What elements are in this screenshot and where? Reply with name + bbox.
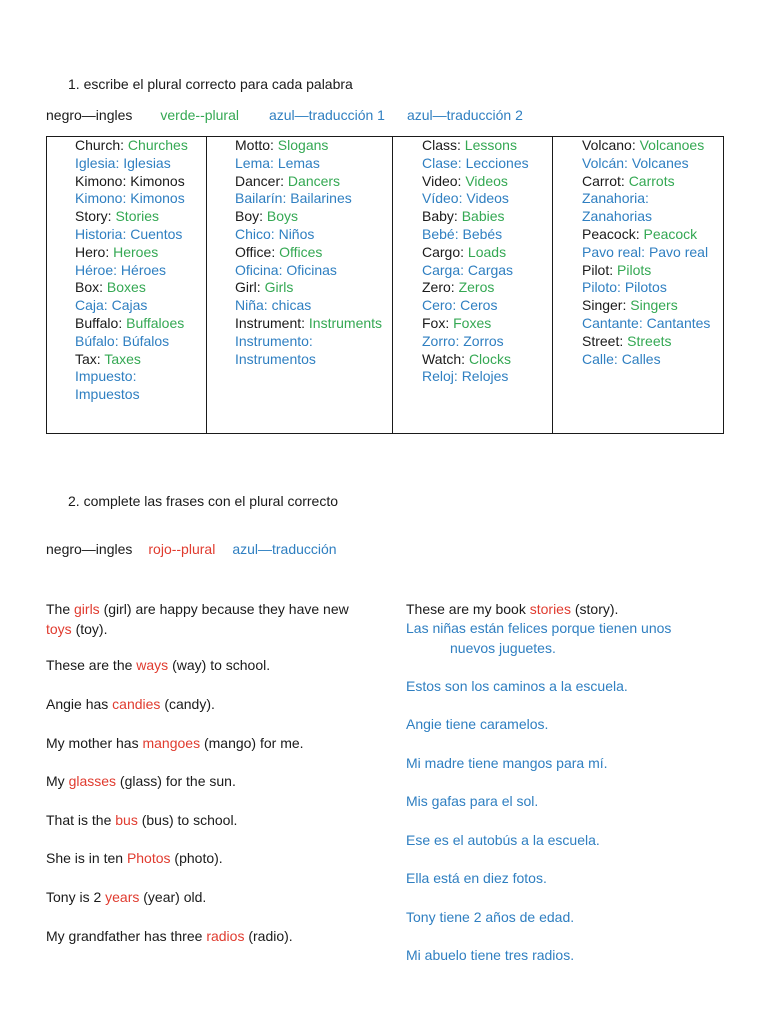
sentence-text: (girl) are happy because they have new [99, 601, 349, 617]
vocab-column-4 [553, 137, 724, 434]
vocab-plural: Cantantes [646, 314, 711, 331]
vocab-plural: Cajas [111, 297, 148, 314]
sentence-text: My mother has [46, 735, 143, 751]
spanish-translation [406, 715, 736, 735]
vocab-plural: Oficinas [286, 261, 337, 278]
translation-line: Tony tiene 2 años de edad. [406, 909, 575, 925]
vocab-entry [75, 315, 200, 333]
vocab-plural: Ceros [460, 297, 498, 314]
plural-word: radios [206, 928, 245, 944]
vocab-plural: Kimonos [130, 190, 185, 207]
vocab-term: Clase: [422, 154, 466, 171]
vocab-plural: Zorros [463, 332, 504, 349]
vocab-entry [75, 244, 200, 262]
vocab-entry [235, 173, 386, 191]
vocab-plural: Lessons [464, 137, 517, 153]
vocab-term: Kimono: [75, 190, 131, 207]
vocab-plural: Babies [461, 208, 505, 225]
vocab-entry [582, 137, 717, 155]
english-sentence [46, 600, 376, 639]
vocab-plural: Peacock [643, 225, 698, 242]
vocabulary-table [46, 136, 724, 434]
vocab-term: Boy: [235, 208, 267, 225]
vocab-entry [582, 333, 717, 351]
vocab-term: Búfalo: [75, 332, 123, 349]
vocab-entry [422, 173, 546, 191]
vocab-plural: Instrumentos [235, 350, 316, 367]
spanish-translation [406, 619, 736, 658]
vocab-plural: Lemas [277, 154, 320, 171]
vocab-term: Story: [75, 208, 116, 225]
vocab-plural: Slogans [277, 137, 329, 153]
vocab-plural: Boys [266, 208, 299, 225]
vocab-plural: Zeros [458, 279, 495, 296]
vocab-entry [75, 226, 200, 244]
vocab-entry [75, 190, 200, 208]
sentence-text: (mango) for me. [200, 735, 304, 751]
vocab-entry [582, 173, 717, 191]
vocab-entry [422, 208, 546, 226]
vocab-entry [582, 155, 717, 173]
legend-translation: azul—traducción [232, 541, 337, 557]
vocab-term: Impuesto: [75, 368, 137, 385]
legend-english: negro—ingles [46, 541, 133, 557]
section-1-heading: 1. escribe el plural correcto para cada palabra [68, 76, 353, 92]
spanish-translation [406, 946, 736, 966]
vocab-term: Carrot: [582, 172, 629, 189]
vocab-term: Zorro: [422, 332, 464, 349]
sentence-text: (glass) for the sun. [116, 773, 236, 789]
vocab-entry [235, 190, 386, 208]
vocab-plural: Instruments [308, 314, 383, 331]
vocab-entry [235, 244, 386, 262]
vocab-plural: Taxes [104, 350, 141, 367]
legend-translation-1: azul—traducción 1 [268, 107, 385, 123]
vocab-entry [75, 208, 200, 226]
vocab-term: Iglesia: [75, 154, 124, 171]
vocab-plural: Singers [630, 297, 678, 314]
vocab-plural: Calles [621, 350, 661, 367]
sentence-text: (photo). [170, 850, 223, 866]
translation-line: Ella está en diez fotos. [406, 870, 547, 886]
english-sentence [46, 772, 376, 792]
vocab-plural: Loads [467, 243, 507, 260]
vocab-term: Buffalo: [75, 314, 127, 331]
vocab-term: Video: [422, 172, 466, 189]
vocab-entry [582, 315, 717, 333]
vocab-plural: Dancers [287, 172, 341, 189]
vocab-entry [75, 262, 200, 280]
sentence-text: My grandfather has three [46, 928, 207, 944]
vocab-term: Carga: [422, 261, 468, 278]
vocab-entry [235, 262, 386, 280]
vocab-plural: Streets [627, 332, 672, 349]
vocab-entry [582, 351, 717, 369]
vocab-plural: Buffaloes [126, 314, 185, 331]
vocab-plural: Offices [279, 243, 323, 260]
vocab-plural: Pavo real [648, 243, 709, 260]
vocab-term: Chico: [235, 225, 279, 242]
vocab-entry [582, 244, 717, 262]
vocab-plural: Lecciones [465, 154, 529, 171]
vocab-entry [422, 279, 546, 297]
sentence-text: (candy). [160, 696, 215, 712]
translation-line: Estos son los caminos a la escuela. [406, 678, 628, 694]
english-sentence [46, 695, 376, 715]
vocab-term: Cero: [422, 297, 461, 314]
sentence-text: That is the [46, 812, 116, 828]
vocab-term: Reloj: [422, 368, 462, 385]
vocab-entry [235, 208, 386, 226]
vocab-entry [422, 351, 546, 369]
vocab-term: Volcán: [582, 154, 632, 171]
vocab-term: Peacock: [582, 225, 644, 242]
vocab-term: Lema: [235, 154, 278, 171]
translation-line: Angie tiene caramelos. [406, 716, 549, 732]
vocab-term: Héroe: [75, 261, 121, 278]
right-intro-sentence [406, 600, 736, 620]
vocab-plural: Pilotos [624, 279, 667, 296]
vocab-term: Box: [75, 279, 107, 296]
vocab-plural: Foxes [453, 314, 492, 331]
vocab-term: Pilot: [582, 261, 618, 278]
plural-word: girls [74, 601, 100, 617]
vocab-term: Instrument: [235, 314, 309, 331]
vocab-column-1 [47, 137, 207, 434]
vocab-term: Class: [422, 137, 465, 153]
vocab-plural: Girls [264, 279, 294, 296]
vocab-entry [422, 333, 546, 351]
vocab-entry [75, 137, 200, 155]
vocab-entry [75, 155, 200, 173]
vocab-term: Office: [235, 243, 280, 260]
vocab-entry [422, 297, 546, 315]
vocab-plural: Kimonos [130, 172, 185, 189]
vocab-plural: Niños [278, 225, 315, 242]
vocab-entry [75, 368, 200, 404]
vocab-entry [582, 226, 717, 244]
sentence-text: These are my book [406, 601, 530, 617]
vocab-plural: Impuestos [75, 386, 140, 403]
translation-line: nuevos juguetes. [450, 639, 556, 656]
spanish-translation [406, 908, 736, 928]
vocab-plural: Churches [127, 137, 188, 153]
vocab-plural: chicas [271, 297, 312, 314]
vocab-entry [582, 279, 717, 297]
sentence-text: (story). [570, 601, 619, 617]
sentence-text: (way) to school. [168, 657, 271, 673]
vocab-plural: Pilots [617, 261, 652, 278]
spanish-translation [406, 869, 736, 889]
sentence-text: (radio). [244, 928, 293, 944]
vocab-entry [235, 315, 386, 333]
vocab-entry [422, 244, 546, 262]
vocab-term: Historia: [75, 225, 131, 242]
section-2-heading: 2. complete las frases con el plural correcto [68, 493, 339, 509]
english-sentence [46, 888, 376, 908]
spanish-translation [406, 831, 736, 851]
translation-line: Mi abuelo tiene tres radios. [406, 947, 575, 963]
vocab-plural: Relojes [461, 368, 509, 385]
vocab-plural: Búfalos [122, 332, 170, 349]
english-sentence [46, 811, 376, 831]
vocab-plural: Videos [465, 172, 508, 189]
vocab-entry [422, 262, 546, 280]
section-2-legend [46, 541, 337, 557]
plural-word: glasses [68, 773, 117, 789]
vocab-term: Cantante: [582, 314, 647, 331]
vocab-term: Oficina: [235, 261, 287, 278]
vocab-entry [235, 137, 386, 155]
vocab-entry [582, 190, 717, 226]
vocab-term: Vídeo: [422, 190, 467, 207]
english-sentence [46, 734, 376, 754]
vocab-plural: Zanahorias [582, 208, 653, 225]
english-sentence [46, 927, 376, 947]
translation-line: Mis gafas para el sol. [406, 793, 539, 809]
plural-word: Photos [126, 850, 171, 866]
plural-word: toys [46, 620, 72, 637]
vocab-plural: Videos [466, 190, 509, 207]
translation-line: Mi madre tiene mangos para mí. [406, 755, 608, 771]
sentence-text: Tony is 2 [46, 889, 106, 905]
sentence-text: (toy). [71, 620, 108, 637]
plural-word: stories [529, 601, 571, 617]
vocab-entry [582, 297, 717, 315]
vocab-entry [235, 155, 386, 173]
vocab-column-2 [207, 137, 393, 434]
vocab-entry [422, 155, 546, 173]
vocab-term: Girl: [235, 279, 265, 296]
legend-english: negro—ingles [46, 107, 133, 123]
vocab-plural: Volcanes [631, 154, 689, 171]
english-sentence [46, 849, 376, 869]
sentence-text: The [46, 601, 75, 617]
vocab-term: Cargo: [422, 243, 468, 260]
vocab-entry [422, 315, 546, 333]
vocab-plural: Carrots [628, 172, 675, 189]
legend-plural: verde--plural [160, 107, 239, 123]
vocab-entry [75, 297, 200, 315]
vocab-term: Instrumento: [235, 332, 313, 349]
vocab-entry [422, 190, 546, 208]
vocab-plural: Cargas [467, 261, 514, 278]
vocab-term: Bailarín: [235, 190, 291, 207]
vocab-plural: Clocks [468, 350, 511, 367]
vocab-term: Zero: [422, 279, 459, 296]
plural-word: years [105, 889, 140, 905]
vocab-entry [422, 226, 546, 244]
vocab-entry [75, 173, 200, 191]
english-sentence [46, 656, 376, 676]
vocab-entry [235, 279, 386, 297]
sentence-text: My [46, 773, 69, 789]
vocab-entry [235, 333, 386, 369]
vocab-term: Street: [582, 332, 628, 349]
vocab-plural: Heroes [113, 243, 159, 260]
vocab-term: Kimono: [75, 172, 131, 189]
vocab-plural: Stories [115, 208, 160, 225]
legend-plural: rojo--plural [148, 541, 216, 557]
plural-word: ways [136, 657, 169, 673]
sentence-text: She is in ten [46, 850, 127, 866]
plural-word: mangoes [142, 735, 201, 751]
vocab-plural: Iglesias [123, 154, 171, 171]
vocab-plural: Héroes [120, 261, 167, 278]
vocab-term: Tax: [75, 350, 105, 367]
vocab-term: Zanahoria: [582, 190, 649, 207]
plural-word: bus [115, 812, 138, 828]
vocab-term: Volcano: [582, 137, 640, 153]
spanish-translation [406, 754, 736, 774]
sentence-text: Angie has [46, 696, 113, 712]
vocab-plural: Bailarines [290, 190, 352, 207]
vocab-term: Caja: [75, 297, 112, 314]
translation-line: Las niñas están felices porque tienen unos [406, 620, 672, 636]
vocab-term: Church: [75, 137, 128, 153]
vocab-term: Singer: [582, 297, 631, 314]
vocab-term: Fox: [422, 314, 454, 331]
vocab-entry [582, 262, 717, 280]
legend-translation-2: azul—traducción 2 [406, 107, 523, 123]
vocab-term: Pavo real: [582, 243, 649, 260]
vocab-term: Niña: [235, 297, 272, 314]
section-1-legend [46, 107, 523, 123]
spanish-translation [406, 792, 736, 812]
plural-word: candies [112, 696, 161, 712]
vocab-plural: Boxes [106, 279, 146, 296]
vocab-entry [75, 333, 200, 351]
spanish-translation [406, 677, 736, 697]
vocab-term: Piloto: [582, 279, 625, 296]
translation-line: Ese es el autobús a la escuela. [406, 832, 600, 848]
vocab-term: Bebé: [422, 225, 463, 242]
vocab-term: Calle: [582, 350, 622, 367]
vocab-term: Watch: [422, 350, 469, 367]
vocab-term: Dancer: [235, 172, 288, 189]
vocab-entry [75, 351, 200, 369]
vocab-entry [422, 137, 546, 155]
vocab-entry [235, 297, 386, 315]
vocab-plural: Cuentos [130, 225, 183, 242]
sentence-text: (year) old. [139, 889, 207, 905]
sentence-text: (bus) to school. [137, 812, 238, 828]
vocab-term: Motto: [235, 137, 278, 153]
vocab-entry [75, 279, 200, 297]
vocab-entry [422, 368, 546, 386]
vocab-column-3 [393, 137, 553, 434]
vocab-plural: Bebés [462, 225, 503, 242]
sentence-text: These are the [46, 657, 137, 673]
vocab-plural: Volcanoes [639, 137, 705, 153]
vocab-term: Baby: [422, 208, 462, 225]
vocab-entry [235, 226, 386, 244]
vocab-term: Hero: [75, 243, 114, 260]
